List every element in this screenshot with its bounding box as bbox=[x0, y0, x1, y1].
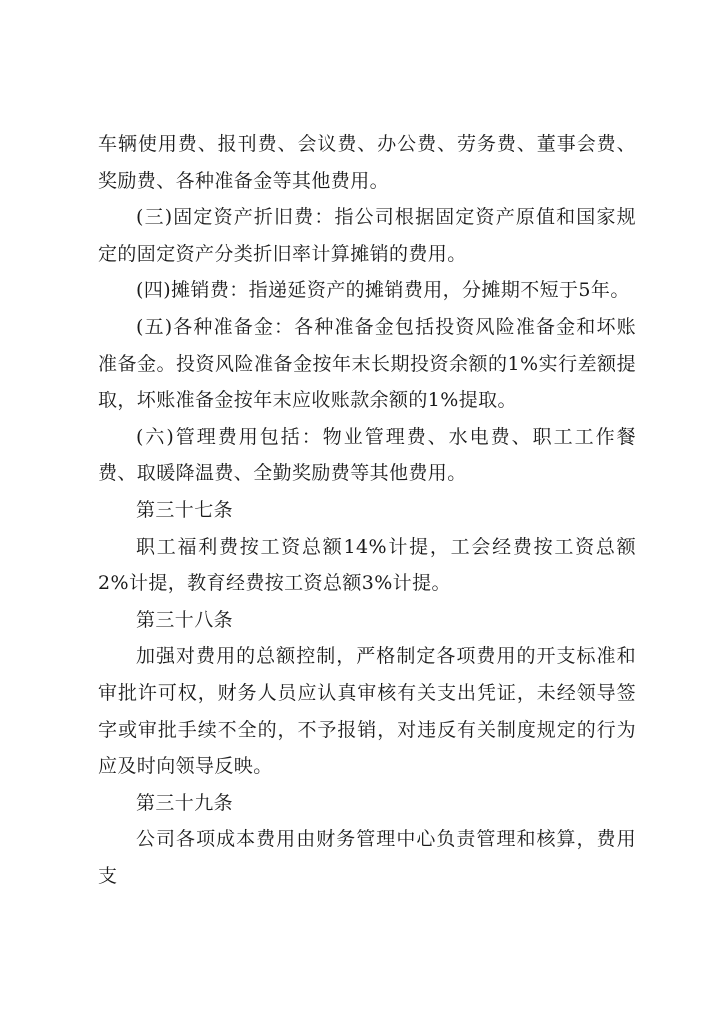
paragraph-continuation: 车辆使用费、报刊费、会议费、办公费、劳务费、董事会费、奖励费、各种准备金等其他费用。 bbox=[98, 133, 636, 192]
article-37-heading: 第三十七条 bbox=[136, 498, 234, 521]
article-38-heading: 第三十八条 bbox=[136, 608, 234, 631]
article-39-heading: 第三十九条 bbox=[136, 791, 234, 814]
paragraph-reserves: (五)各种准备金：各种准备金包括投资风险准备金和坏账准备金。投资风险准备金按年末长期投资余额的1%实行差额提取，坏账准备金按年末应收账款余额的1%提取。 bbox=[98, 315, 636, 412]
paragraph-welfare: 职工福利费按工资总额14%计提，工会经费按工资总额2%计提，教育经费按工资总额3%计提。 bbox=[98, 535, 636, 595]
paragraph-amortization: (四)摊销费：指递延资产的摊销费用，分摊期不短于5年。 bbox=[136, 279, 630, 302]
paragraph-admin-expenses: (六)管理费用包括：物业管理费、水电费、职工工作餐费、取暖降温费、全勤奖励费等其他费用。 bbox=[98, 425, 636, 485]
paragraph-depreciation: (三)固定资产折旧费：指公司根据固定资产原值和国家规定的固定资产分类折旧率计算摊销的费用。 bbox=[98, 206, 636, 265]
paragraph-expense-control: 加强对费用的总额控制，严格制定各项费用的开支标准和审批许可权，财务人员应认真审核有关支出凭证，未经领导签字或审批手续不全的，不予报销，对违反有关制度规定的行为应及时向领导反映。 bbox=[98, 645, 636, 778]
paragraph-cost-management: 公司各项成本费用由财务管理中心负责管理和核算，费用支 bbox=[98, 828, 636, 887]
document-body bbox=[98, 126, 636, 894]
